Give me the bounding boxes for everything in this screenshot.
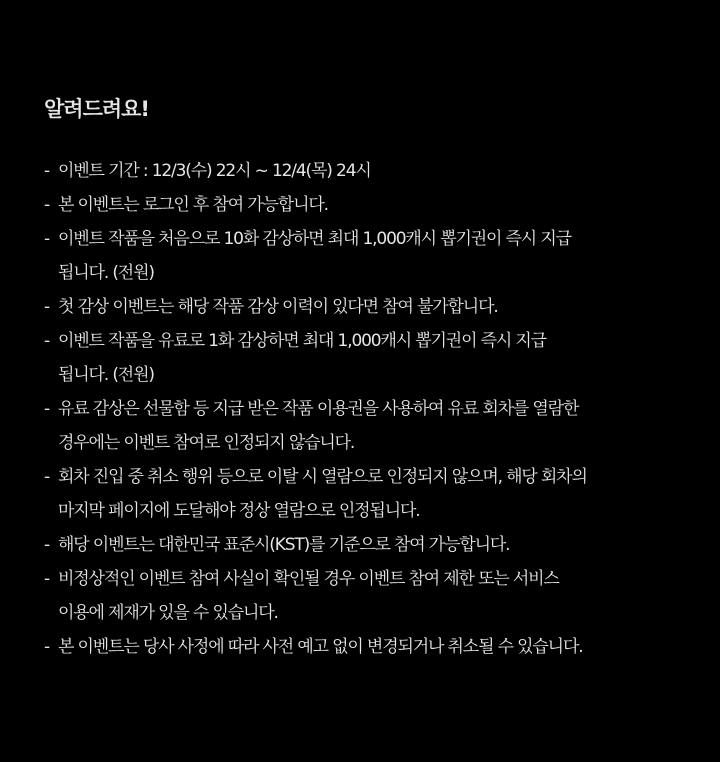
notice-item-timezone	[44, 528, 696, 562]
bullet-dash: -	[44, 161, 49, 181]
bullet-dash: -	[44, 195, 49, 215]
notice-text: 이벤트 기간 : 12/3(수) 22시 ~ 12/4(목) 24시	[58, 161, 371, 181]
bullet-dash: -	[44, 229, 49, 249]
notice-item-change	[44, 630, 696, 664]
notice-text: 비정상적인 이벤트 참여 사실이 확인될 경우 이벤트 참여 제한 또는 서비스	[58, 569, 559, 589]
notice-section	[44, 92, 696, 664]
notice-list	[44, 154, 696, 664]
notice-text: 해당 이벤트는 대한민국 표준시(KST)를 기준으로 참여 가능합니다.	[58, 535, 510, 555]
notice-item-exit	[44, 460, 696, 528]
bullet-dash: -	[44, 467, 49, 487]
bullet-dash: -	[44, 399, 49, 419]
bullet-dash: -	[44, 569, 49, 589]
notice-text-continued: 됩니다. (전원)	[58, 263, 154, 283]
notice-text: 본 이벤트는 로그인 후 참여 가능합니다.	[58, 195, 328, 215]
bullet-dash: -	[44, 637, 49, 657]
notice-text-continued: 됩니다. (전원)	[58, 365, 154, 385]
notice-item-paid-reward	[44, 324, 696, 392]
notice-title: 알려드려요!	[44, 97, 150, 121]
notice-item-voucher	[44, 392, 696, 460]
notice-item-abuse	[44, 562, 696, 630]
notice-text: 첫 감상 이벤트는 해당 작품 감상 이력이 있다면 참여 불가합니다.	[58, 297, 498, 317]
notice-text: 이벤트 작품을 유료로 1화 감상하면 최대 1,000캐시 뽑기권이 즉시 지급	[58, 331, 546, 351]
notice-item-first-reward	[44, 222, 696, 290]
notice-text-continued: 경우에는 이벤트 참여로 인정되지 않습니다.	[58, 433, 355, 453]
bullet-dash: -	[44, 297, 49, 317]
notice-item-history	[44, 290, 696, 324]
notice-text: 유료 감상은 선물함 등 지급 받은 작품 이용권을 사용하여 유료 회차를 열람한	[58, 399, 579, 419]
notice-item-period	[44, 154, 696, 188]
notice-text: 본 이벤트는 당사 사정에 따라 사전 예고 없이 변경되거나 취소될 수 있습니다.	[58, 637, 583, 657]
notice-item-login	[44, 188, 696, 222]
bullet-dash: -	[44, 331, 49, 351]
notice-text-continued: 마지막 페이지에 도달해야 정상 열람으로 인정됩니다.	[58, 501, 420, 521]
notice-text: 이벤트 작품을 처음으로 10화 감상하면 최대 1,000캐시 뽑기권이 즉시 지급	[58, 229, 571, 249]
notice-text-continued: 이용에 제재가 있을 수 있습니다.	[58, 603, 278, 623]
bullet-dash: -	[44, 535, 49, 555]
notice-text: 회차 진입 중 취소 행위 등으로 이탈 시 열람으로 인정되지 않으며, 해당 회차의	[58, 467, 587, 487]
